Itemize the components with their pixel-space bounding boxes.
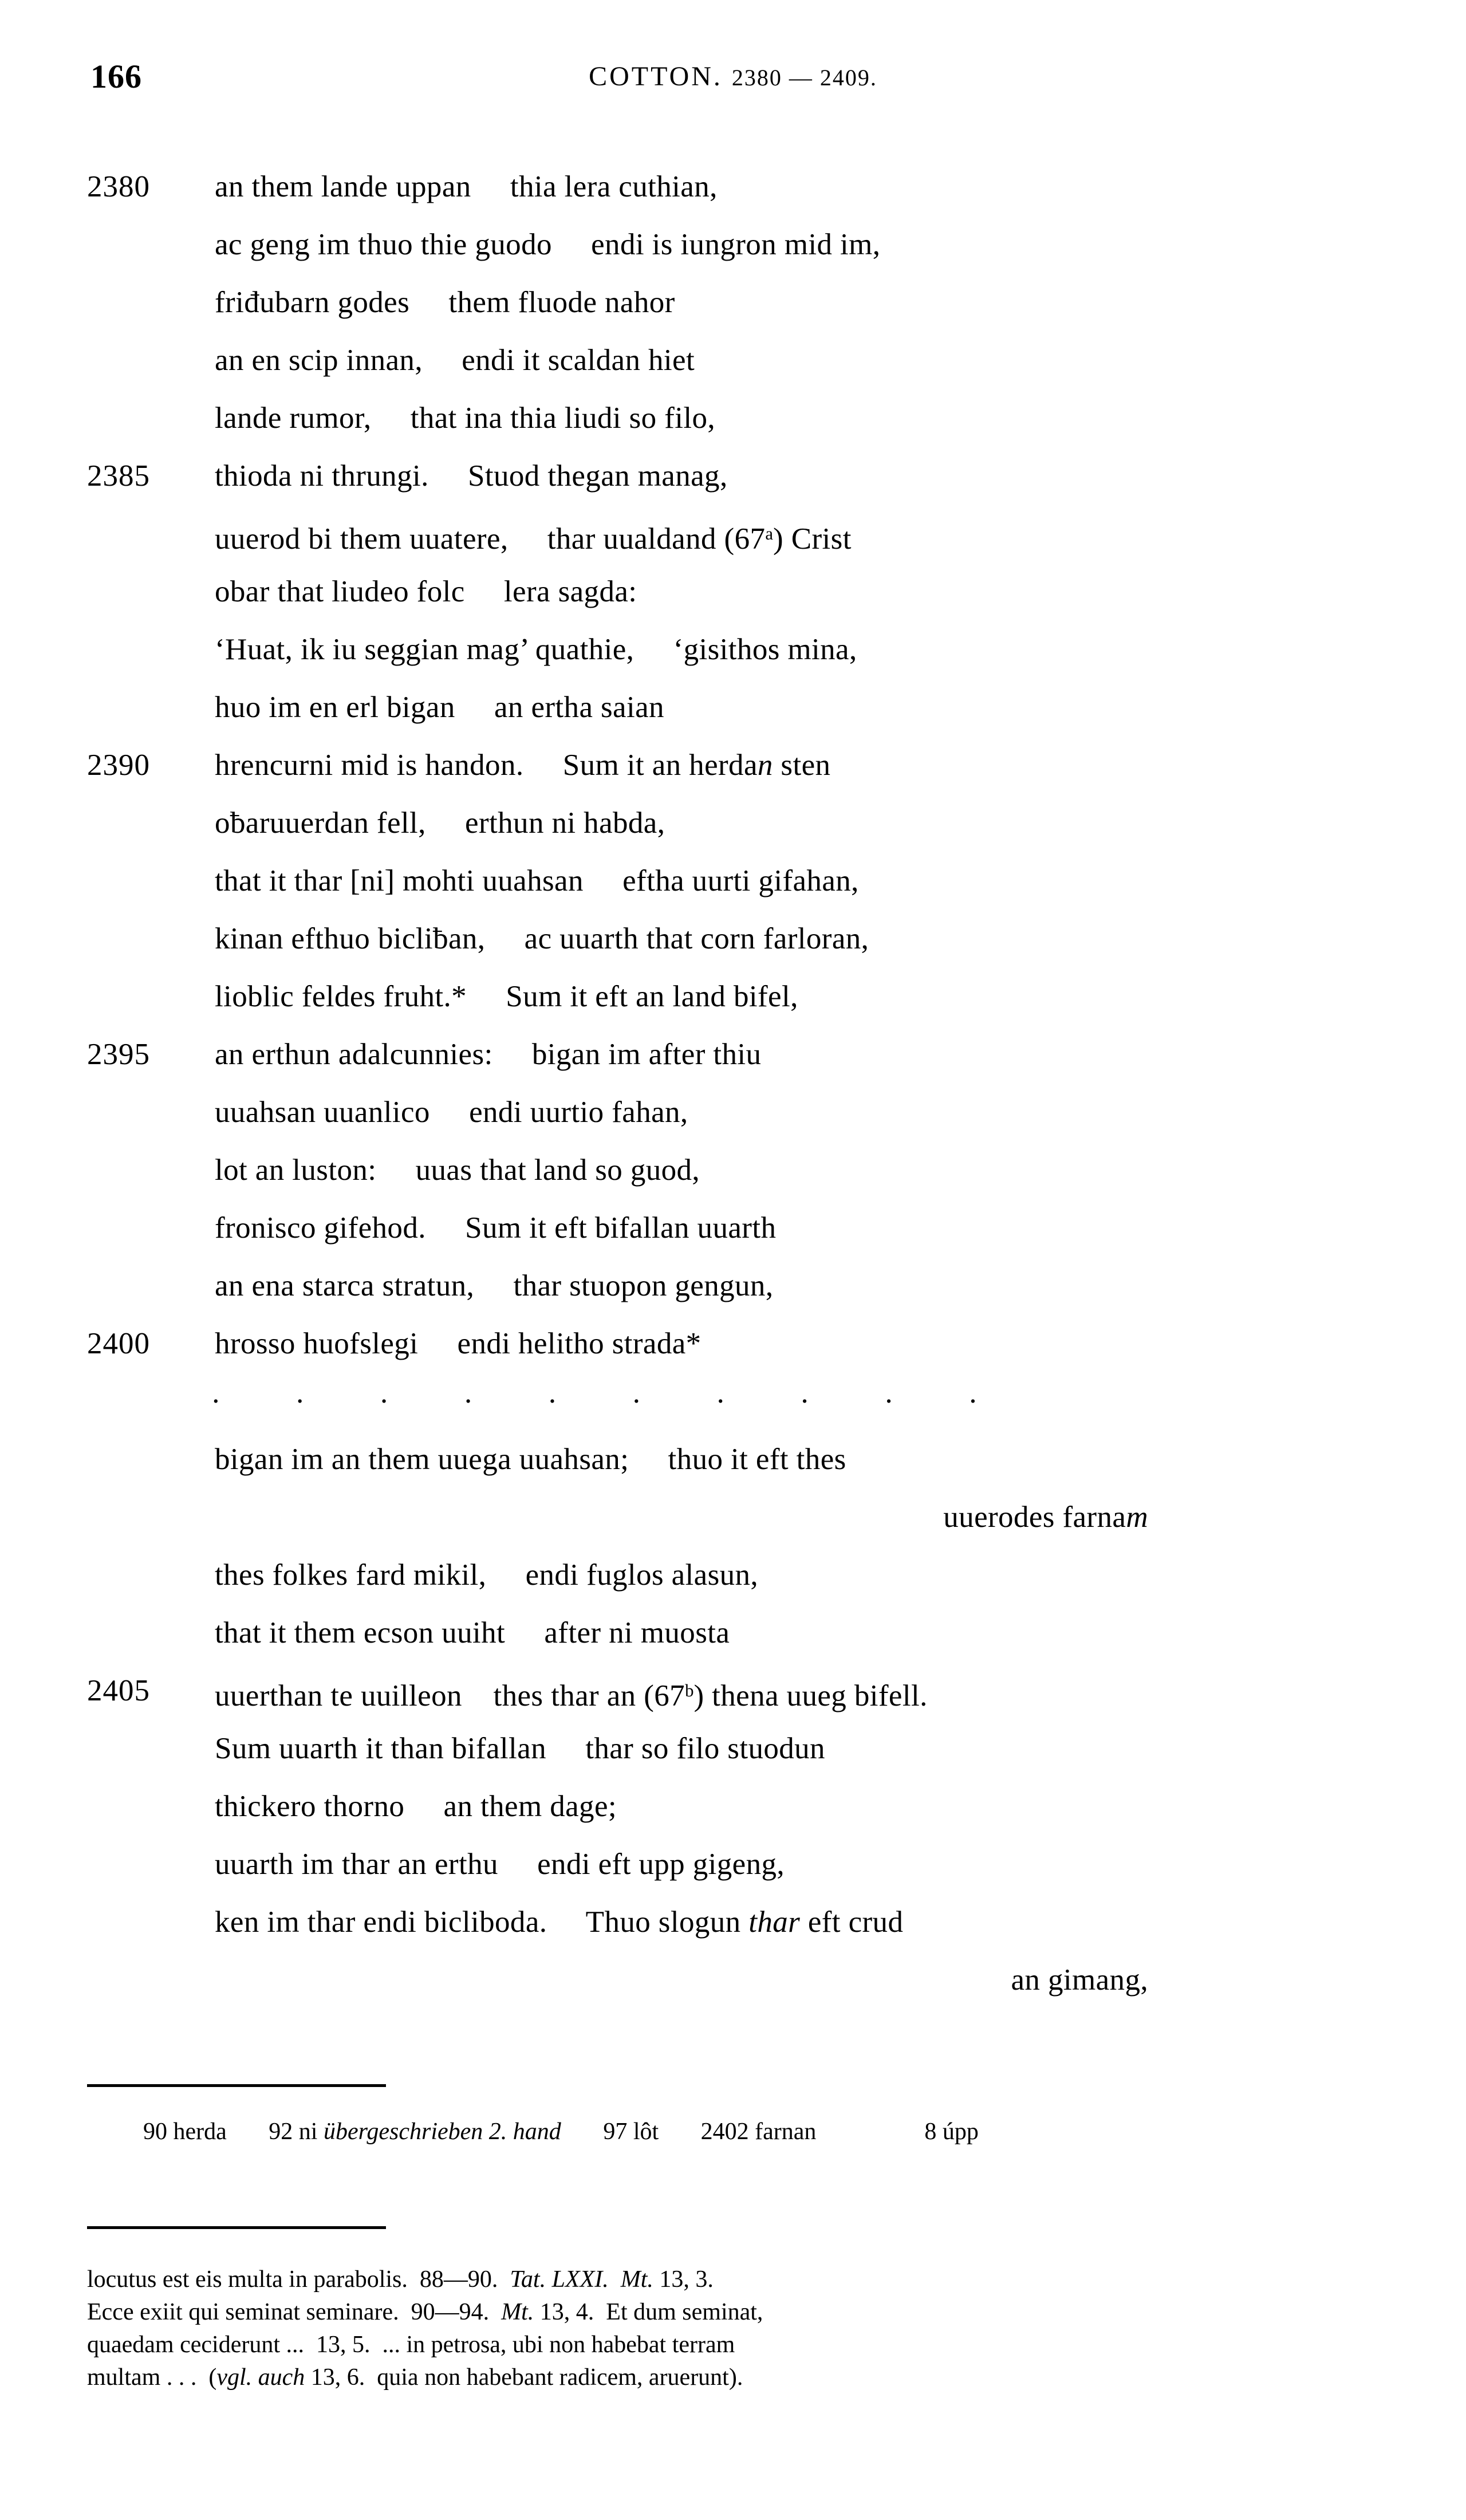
commentary-text: quaedam ceciderunt ... 13, 5. ... in petrosa, ubi non habebat terram [87, 2332, 735, 2358]
apparatus-entry [924, 2119, 979, 2145]
apparatus-entry [603, 2119, 659, 2145]
commentary-text: 13, 6. quia non habebant radicem, aruerunt). [305, 2364, 743, 2391]
verse-text: hrencurni mid is handon. Sum it an herdan sten [215, 749, 831, 782]
verse-text: thes folkes fard mikil, endi fuglos alasun, [215, 1558, 759, 1592]
verse-text: friđubarn godes them fluode nahor [215, 286, 675, 319]
verse-line [0, 621, 1466, 679]
verse-line [0, 332, 1466, 389]
commentary-text: Ecce exiit qui seminat seminare. 90—94. [87, 2299, 502, 2325]
running-title [0, 61, 1466, 92]
manuscript-folio-marker: a [765, 524, 774, 544]
verse-text: lot an luston: uuas that land so guod, [215, 1153, 700, 1187]
verse-line [0, 1951, 1466, 2009]
verse-line [0, 158, 1466, 216]
apparatus-entry-reading: úpp [942, 2119, 979, 2145]
verse-text: ac geng im thuo thie guodo endi is iungron mid im, [215, 228, 881, 261]
apparatus-entry-number: 92 [269, 2119, 299, 2145]
running-head [0, 57, 1466, 109]
verse-line [0, 1431, 1466, 1489]
verse-text: that it thar [ni] mohti uuahsan eftha uurti gifahan, [215, 864, 859, 897]
verse-text: ken im thar endi bicliboda. Thuo slogun thar eft crud [215, 1905, 904, 1939]
commentary-line [87, 2361, 1387, 2394]
verse-line [0, 910, 1466, 968]
verse-line [0, 1257, 1466, 1315]
verse-line [0, 1084, 1466, 1141]
verse-line [0, 1604, 1466, 1662]
apparatus-entry-number: 90 [143, 2119, 174, 2145]
critical-apparatus [87, 2115, 1398, 2148]
commentary-citation: Tat. LXXI. Mt. [510, 2266, 653, 2293]
apparatus-separator [561, 2119, 604, 2145]
verse-line [0, 389, 1466, 447]
verse-text: an ena starca stratun, thar stuopon gengun, [215, 1269, 774, 1302]
verse-text: uuerodes farnam [943, 1501, 1148, 1534]
verse-text: an them lande uppan thia lera cuthian, [215, 170, 718, 203]
verse-line [0, 679, 1466, 737]
verse-line [0, 563, 1466, 621]
lacuna-dot-row [0, 1373, 1466, 1431]
verse-text: thioda ni thrungi. Stuod thegan manag, [215, 459, 728, 493]
apparatus-entry-number: 97 [603, 2119, 633, 2145]
apparatus-separator [659, 2119, 701, 2145]
verse-text: fronisco gifehod. Sum it eft bifallan uuarth [215, 1211, 777, 1245]
verse-text: bigan im an them uuega uuahsan; thuo it eft thes [215, 1443, 846, 1476]
apparatus-entry [269, 2119, 561, 2145]
commentary-line [87, 2263, 1387, 2296]
verse-line [0, 216, 1466, 274]
verse-line [0, 1315, 1466, 1373]
apparatus-entry-number: 8 [924, 2119, 943, 2145]
verse-text: uuerod bi them uuatere, thar uualdand (67$^a$) Crist [215, 522, 852, 556]
apparatus-entry-reading: ni [298, 2119, 324, 2145]
commentary-citation: vgl. auch [216, 2364, 305, 2391]
verse-line [0, 274, 1466, 332]
verse-line [0, 1778, 1466, 1836]
verse-line [0, 1141, 1466, 1199]
apparatus-separator [816, 2119, 924, 2145]
commentary-text: multam . . . ( [87, 2364, 217, 2391]
verse-line [0, 1836, 1466, 1893]
verse-line-number: 2385 [87, 459, 150, 493]
verse-text: oƀaruuerdan fell, erthun ni habda, [215, 806, 665, 840]
verse-line [0, 1199, 1466, 1257]
running-title-range: 2380 — 2409. [731, 65, 877, 90]
verse-line [0, 852, 1466, 910]
verse-text: lioblic feldes fruht.* Sum it eft an land bifel, [215, 980, 798, 1013]
verse-line [0, 1489, 1466, 1546]
apparatus-entry [701, 2119, 817, 2145]
emended-letters: n [757, 749, 773, 782]
lacuna-dots: · · · · · · · · · · [211, 1385, 1011, 1418]
emended-letters: m [1126, 1501, 1148, 1534]
verse-text: obar that liudeo folc lera sagda: [215, 575, 637, 608]
source-commentary [87, 2263, 1387, 2394]
verse-line [0, 968, 1466, 1026]
commentary-text: locutus est eis multa in parabolis. 88—90. [87, 2266, 510, 2293]
verse-text: hrosso huofslegi endi helitho strada* [215, 1327, 702, 1360]
verse-line-number: 2380 [87, 170, 150, 203]
verse-text: Sum uuarth it than bifallan thar so filo stuodun [215, 1732, 825, 1765]
verse-line-number: 2400 [87, 1327, 150, 1360]
verse-text: that it them ecson uuiht after ni muosta [215, 1616, 730, 1649]
emended-letters: thar [748, 1905, 801, 1939]
verse-text: ‘Huat, ik iu seggian mag’ quathie, ‘gisithos mina, [215, 633, 857, 666]
verse-block [0, 158, 1466, 2009]
verse-line [0, 1026, 1466, 1084]
apparatus-entry-reading: farnan [755, 2119, 817, 2145]
apparatus-text [87, 2115, 1398, 2148]
verse-text: uuahsan uuanlico endi uurtio fahan, [215, 1096, 688, 1129]
verse-line [0, 1893, 1466, 1951]
verse-line [0, 1546, 1466, 1604]
verse-line-number: 2395 [87, 1038, 150, 1071]
verse-text: uuerthan te uuilleon thes thar an (67$^b$) thena uueg bifell. [215, 1679, 928, 1712]
apparatus-entry-number: 2402 [700, 2119, 755, 2145]
apparatus-rule-top [87, 2084, 386, 2087]
apparatus-entry-reading: herda [173, 2119, 227, 2145]
commentary-text: 13, 3. [653, 2266, 714, 2293]
apparatus-entry-note: übergeschrieben 2. hand [323, 2119, 561, 2145]
apparatus-separator [227, 2119, 269, 2145]
verse-text: thickero thorno an them dage; [215, 1790, 617, 1823]
verse-line [0, 737, 1466, 794]
verse-text: an en scip innan, endi it scaldan hiet [215, 344, 695, 377]
verse-text: lande rumor, that ina thia liudi so filo, [215, 401, 716, 435]
verse-line-number: 2390 [87, 749, 150, 782]
apparatus-rule-bottom [87, 2226, 386, 2229]
verse-line-number: 2405 [87, 1674, 150, 1707]
commentary-line [87, 2329, 1387, 2361]
verse-line [0, 1720, 1466, 1778]
apparatus-entry-reading: lôt [633, 2119, 659, 2145]
verse-line [0, 794, 1466, 852]
verse-text: huo im en erl bigan an ertha saian [215, 691, 664, 724]
verse-line [0, 447, 1466, 505]
manuscript-folio-marker: b [685, 1681, 694, 1700]
verse-text: an gimang, [1011, 1963, 1148, 1997]
apparatus-entry [143, 2119, 227, 2145]
page-number: 166 [90, 58, 142, 95]
verse-text: uuarth im thar an erthu endi eft upp gigeng, [215, 1848, 785, 1881]
commentary-citation: Mt. [501, 2299, 534, 2325]
verse-line [0, 505, 1466, 563]
commentary-line [87, 2296, 1387, 2329]
verse-text: an erthun adalcunnies: bigan im after thiu [215, 1038, 762, 1071]
verse-text: kinan efthuo bicliƀan, ac uuarth that corn farloran, [215, 922, 869, 955]
running-title-work: COTTON. [589, 61, 723, 92]
commentary-text: 13, 4. Et dum seminat, [534, 2299, 763, 2325]
verse-line [0, 1662, 1466, 1720]
